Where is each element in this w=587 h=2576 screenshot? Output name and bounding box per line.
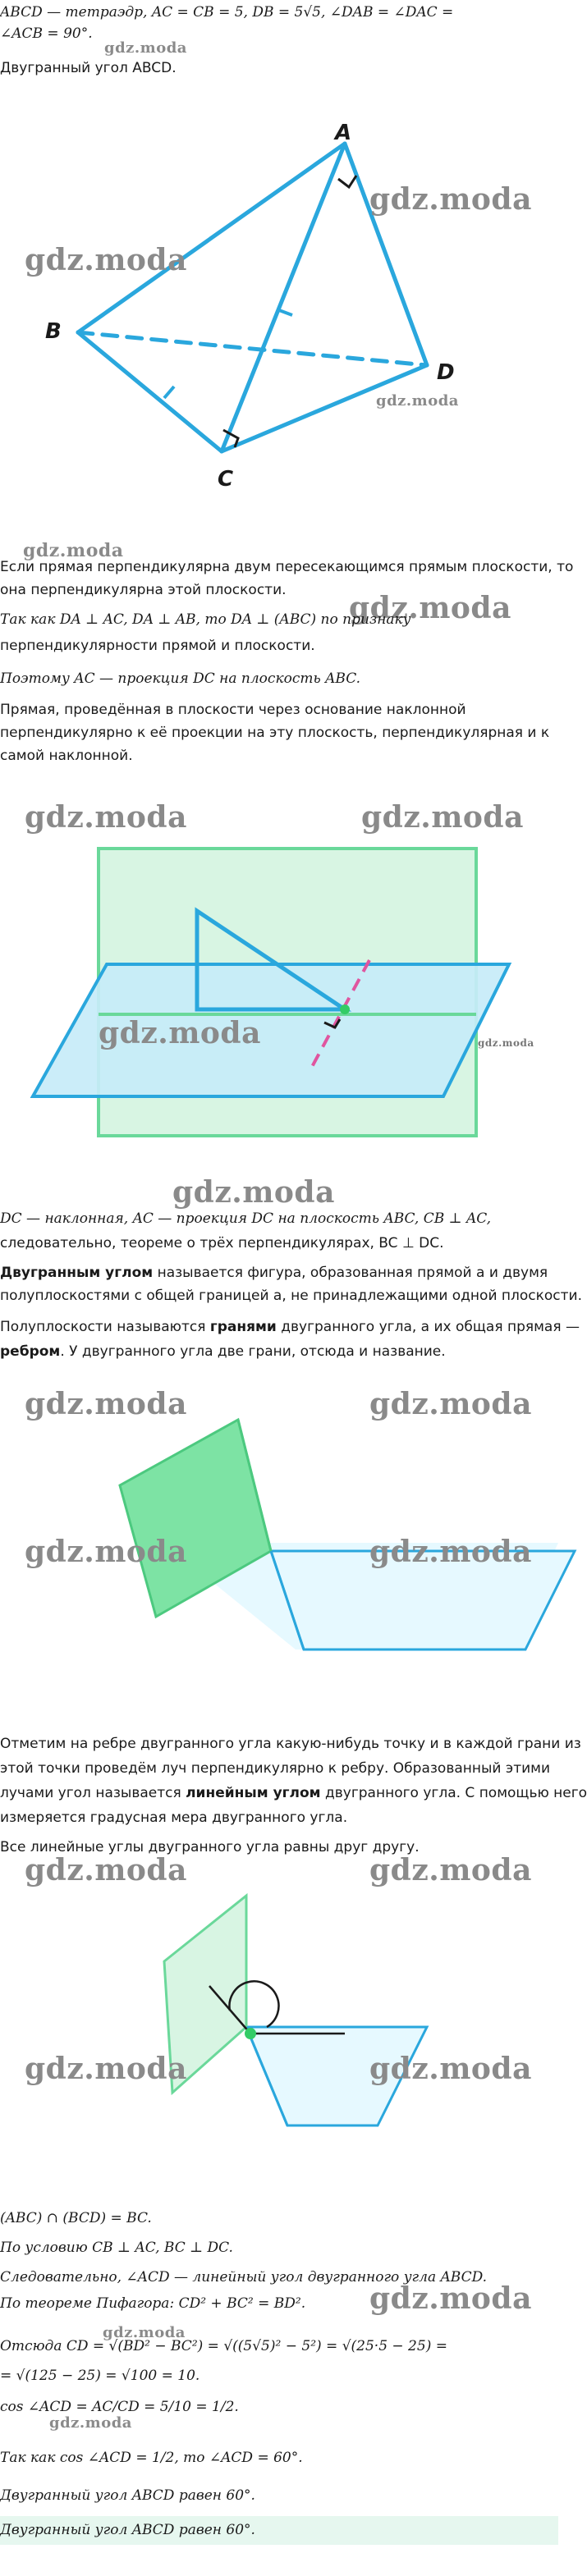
watermark: gdz.moda [369, 182, 532, 217]
watermark: gdz.moda [369, 2052, 532, 2086]
definition-faces-line-1: Полуплоскости называются гранями двугранного угла, а их общая прямая — [0, 1319, 580, 1335]
watermark: gdz.moda [376, 392, 459, 410]
watermark: gdz.moda [25, 1387, 187, 1421]
watermark: gdz.moda [361, 800, 524, 835]
watermark: gdz.moda [99, 1016, 261, 1050]
final-answer: Двугранный угол ABCD равен 60°. [0, 2516, 558, 2545]
linear-angle-line-4: измеряется градусная мера двугранного угла. [0, 1810, 348, 1826]
given-statement-line-1: ABCD — тетраэдр, AC = CB = 5, DB = 5√5, ∠DAB = ∠DAC = [0, 4, 454, 21]
definition-faces-line-2: ребром. У двугранного угла две грани, отсюда и название. [0, 1343, 446, 1360]
watermark: gdz.moda [349, 591, 511, 625]
right-angle-a [338, 176, 356, 187]
definition-dihedral-line-1: Двугранным углом называется фигура, образованная прямой a и двумя [0, 1265, 548, 1281]
theorem-line-1: Если прямая перпендикулярна двум пересекающимся прямым плоскости, то [0, 559, 574, 575]
conclusion-line-2: следовательно, теореме о трёх перпендикулярах, BC ⊥ DC. [0, 1235, 444, 1251]
tetrahedron-figure [0, 115, 558, 509]
projection-line: Поэтому AC — проекция DC на плоскость ABC. [0, 670, 361, 687]
watermark: gdz.moda [172, 1175, 335, 1210]
solution-line-7: cos ∠ACD = AC/CD = 5/10 = 1/2. [0, 2399, 239, 2415]
linear-angle-figure [0, 1879, 558, 2175]
vertex-label-d: D [437, 360, 455, 385]
tick-bc [164, 387, 174, 398]
watermark: gdz.moda [104, 39, 187, 57]
solution-line-1: (ABC) ∩ (BCD) = BC. [0, 2210, 152, 2226]
three-perp-theorem-line-2: перпендикулярно к её проекции на эту плоскость, перпендикулярная и к [0, 725, 550, 741]
solution-line-3: Следовательно, ∠ACD — линейный угол двугранного угла ABCD. [0, 2269, 488, 2285]
edge-ab [78, 144, 345, 332]
watermark: gdz.moda [103, 2324, 186, 2341]
linear-angle-line-3: лучами угол называется линейным углом двугранного угла. С помощью него [0, 1785, 587, 1801]
watermark: gdz.moda [369, 2281, 532, 2316]
tick-ac [279, 310, 292, 315]
definition-dihedral-line-2: полуплоскостями с общей границей a, не принадлежащими одной плоскости. [0, 1288, 582, 1304]
reasoning-line-1: Так как DA ⊥ AC, DA ⊥ AB, то DA ⊥ (ABC) по признаку [0, 611, 411, 628]
watermark: gdz.moda [25, 243, 187, 277]
solution-line-9: Двугранный угол ABCD равен 60°. [0, 2487, 255, 2504]
vertex-label-a: A [335, 121, 352, 145]
linear-angle-line-2: этой точки проведём луч перпендикулярно к ребру. Образованный этими [0, 1760, 551, 1777]
foot-point [340, 1004, 350, 1014]
conclusion-line-1: DC — наклонная, AC — проекция DC на плоскость ABC, CB ⊥ AC, [0, 1210, 492, 1227]
edge-ad [345, 144, 427, 365]
watermark: gdz.moda [25, 1535, 187, 1569]
edge-bd-hidden [78, 332, 427, 365]
watermark: gdz.moda [23, 540, 124, 561]
watermark: gdz.moda [49, 2414, 132, 2432]
watermark: gdz.moda [369, 1535, 532, 1569]
solution-line-2: По условию CB ⊥ AC, BC ⊥ DC. [0, 2240, 233, 2256]
linear-angles-equal: Все линейные углы двугранного угла равны друг другу. [0, 1839, 420, 1855]
watermark: gdz.moda [478, 1037, 534, 1049]
vertex-label-b: B [45, 319, 62, 344]
watermark: gdz.moda [25, 1853, 187, 1887]
linear-angle-line-1: Отметим на ребре двугранного угла какую-нибудь точку и в каждой грани из [0, 1736, 581, 1752]
watermark: gdz.moda [25, 800, 187, 835]
given-statement-line-2: ∠ACB = 90°. [0, 25, 93, 42]
theorem-line-2: она перпендикулярна этой плоскости. [0, 582, 287, 598]
solution-line-6: = √(125 − 25) = √100 = 10. [0, 2368, 200, 2384]
reasoning-line-2: перпендикулярности прямой и плоскости. [0, 638, 315, 654]
watermark: gdz.moda [369, 1853, 532, 1887]
edge-bc [78, 332, 222, 451]
three-perp-theorem-line-1: Прямая, проведённая в плоскости через основание наклонной [0, 702, 466, 718]
watermark: gdz.moda [25, 2052, 187, 2086]
vertex-label-c: C [218, 467, 234, 492]
three-perp-theorem-line-3: самой наклонной. [0, 748, 133, 764]
solution-line-5: Отсюда CD = √(BD² − BC²) = √((5√5)² − 5²) = √(25·5 − 25) = [0, 2338, 447, 2354]
vertex-point [245, 2028, 256, 2039]
watermark: gdz.moda [369, 1387, 532, 1421]
three-perpendiculars-figure [0, 837, 558, 1149]
solution-line-8: Так как cos ∠ACD = 1/2, то ∠ACD = 60°. [0, 2450, 303, 2466]
task-line: Двугранный угол ABCD. [0, 60, 177, 76]
solution-line-4: По теореме Пифагора: CD² + BC² = BD². [0, 2295, 306, 2312]
